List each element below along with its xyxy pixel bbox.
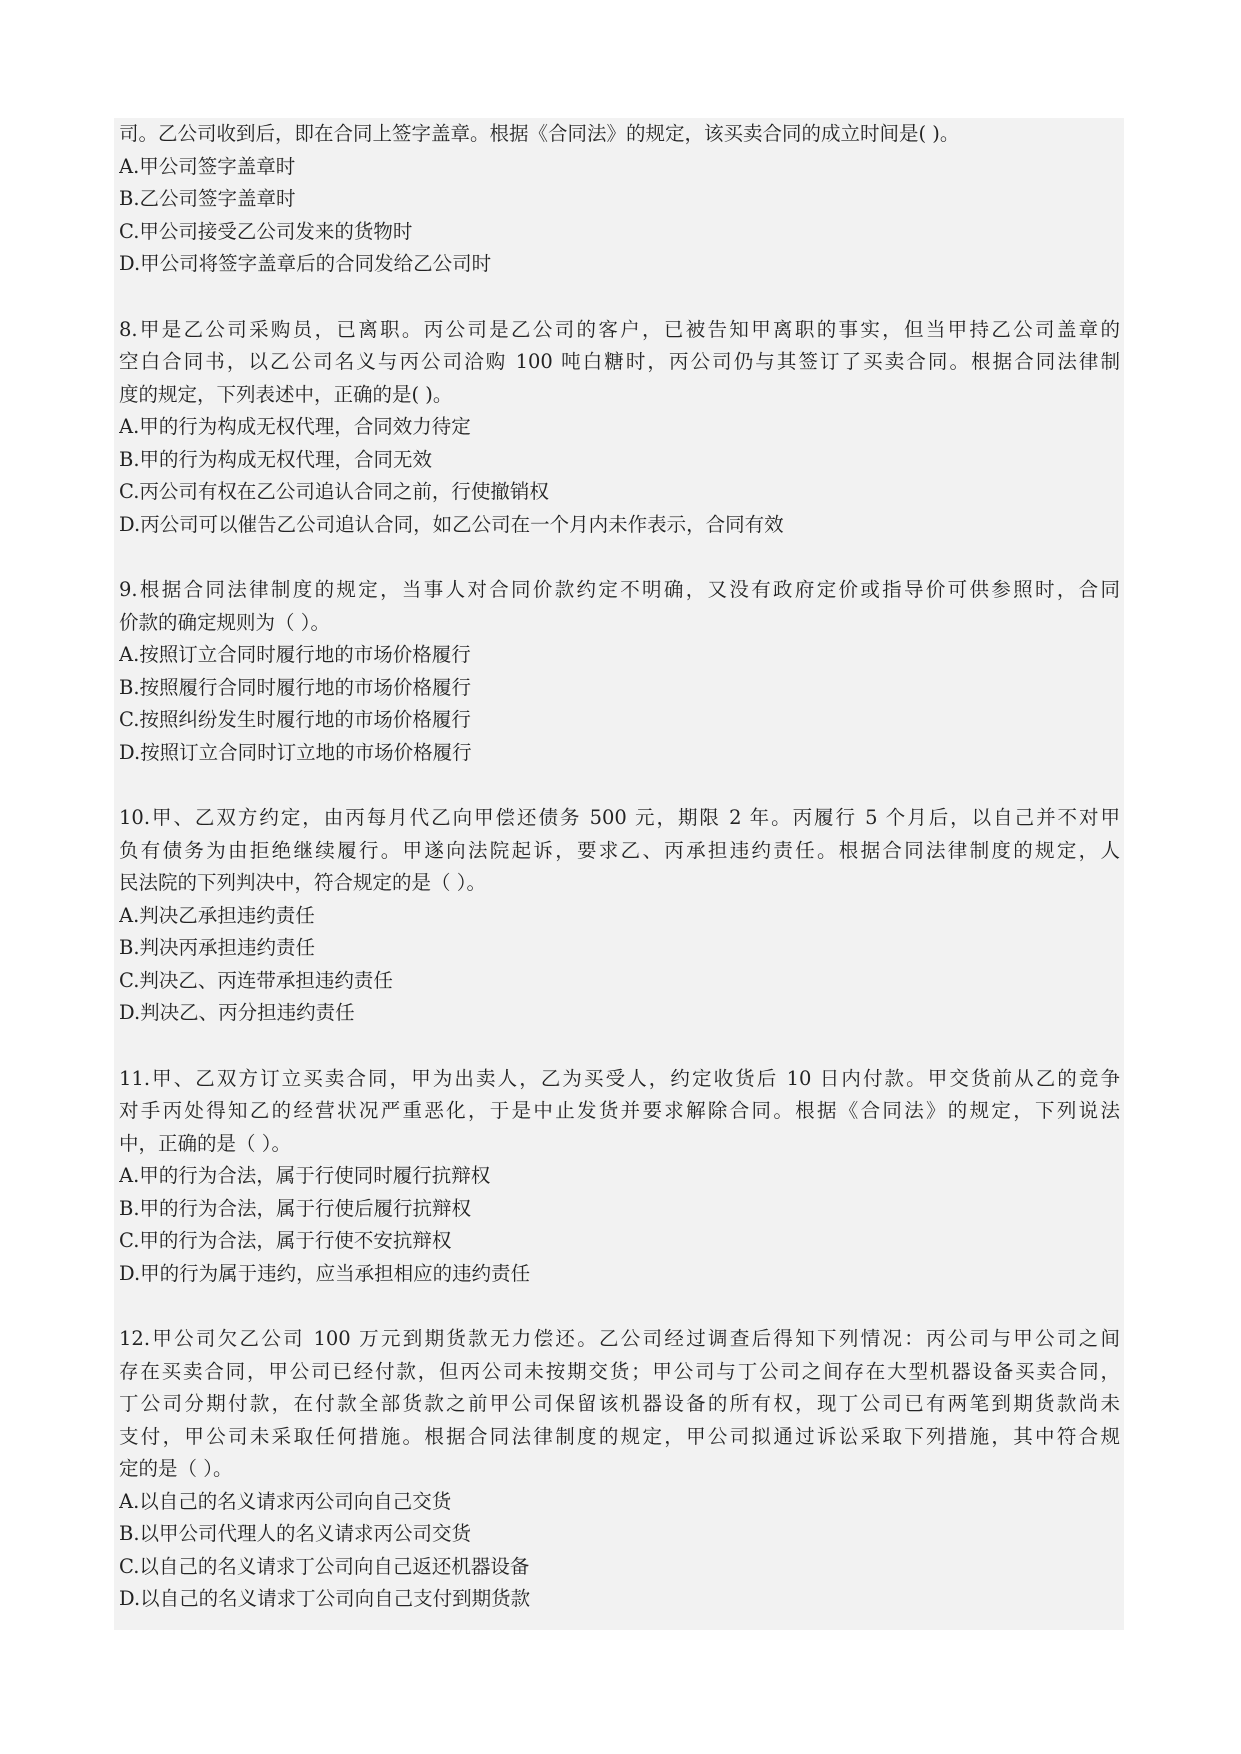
question-stem-line: 民法院的下列判决中，符合规定的是（ ）。 xyxy=(119,871,486,894)
option-c: C.甲公司接受乙公司发来的货物时 xyxy=(119,219,413,243)
option-a: A.判决乙承担违约责任 xyxy=(119,903,315,927)
question-stem-line: 9.根据合同法律制度的规定，当事人对合同价款约定不明确，又没有政府定价或指导价可供参照时，合同 xyxy=(119,578,1120,601)
question-8 xyxy=(119,314,1120,542)
option-b: B.甲的行为构成无权代理，合同无效 xyxy=(119,447,433,471)
option-d: D.丙公司可以催告乙公司追认合同，如乙公司在一个月内未作表示，合同有效 xyxy=(119,512,784,536)
question-stem-line: 10.甲、乙双方约定，由丙每月代乙向甲偿还债务 500 元，期限 2 年。丙履行 5 个月后，以自己并不对甲 xyxy=(119,806,1120,829)
question-12 xyxy=(119,1323,1120,1616)
question-7 xyxy=(119,118,1120,281)
option-d: D.按照订立合同时订立地的市场价格履行 xyxy=(119,740,472,764)
question-stem-line: 存在买卖合同，甲公司已经付款，但丙公司未按期交货；甲公司与丁公司之间存在大型机器设备买卖合同， xyxy=(119,1359,1120,1383)
option-a: A.以自己的名义请求丙公司向自己交货 xyxy=(119,1489,452,1513)
option-a: A.甲的行为构成无权代理，合同效力待定 xyxy=(119,415,471,438)
option-c: C.按照纠纷发生时履行地的市场价格履行 xyxy=(119,708,471,731)
option-b: B.乙公司签字盖章时 xyxy=(119,187,296,210)
question-stem-line: 12.甲公司欠乙公司 100 万元到期货款无力偿还。乙公司经过调查后得知下列情况：丙公司与甲公司之间 xyxy=(119,1327,1120,1350)
question-stem-line: 度的规定，下列表述中，正确的是( )。 xyxy=(119,382,453,406)
document-panel xyxy=(114,118,1124,1630)
question-stem-line: 负有债务为由拒绝继续履行。甲遂向法院起诉，要求乙、丙承担违约责任。根据合同法律制度的规定，人 xyxy=(119,838,1120,862)
question-10 xyxy=(119,802,1120,1030)
question-stem-line: 司。乙公司收到后，即在合同上签字盖章。根据《合同法》的规定，该买卖合同的成立时间是( )。 xyxy=(119,122,960,145)
option-a: A.按照订立合同时履行地的市场价格履行 xyxy=(119,643,471,666)
question-stem-line: 11.甲、乙双方订立买卖合同，甲为出卖人，乙为买受人，约定收货后 10 日内付款。甲交货前从乙的竞争 xyxy=(119,1066,1120,1090)
option-b: B.判决丙承担违约责任 xyxy=(119,936,316,959)
option-c: C.判决乙、丙连带承担违约责任 xyxy=(119,968,393,992)
option-d: D.判决乙、丙分担违约责任 xyxy=(119,1001,355,1024)
question-stem-line: 8.甲是乙公司采购员，已离职。丙公司是乙公司的客户，已被告知甲离职的事实，但当甲持乙公司盖章的 xyxy=(119,317,1120,341)
question-9 xyxy=(119,574,1120,769)
option-c: C.甲的行为合法，属于行使不安抗辩权 xyxy=(119,1229,452,1252)
option-d: D.甲公司将签字盖章后的合同发给乙公司时 xyxy=(119,252,492,275)
question-stem-line: 支付，甲公司未采取任何措施。根据合同法律制度的规定，甲公司拟通过诉讼采取下列措施，其中符合规 xyxy=(119,1424,1120,1448)
question-stem-line: 价款的确定规则为（ ）。 xyxy=(119,610,330,634)
option-a: A.甲的行为合法，属于行使同时履行抗辩权 xyxy=(119,1164,491,1187)
question-stem-line: 定的是（ ）。 xyxy=(119,1457,233,1480)
option-c: C.以自己的名义请求丁公司向自己返还机器设备 xyxy=(119,1554,530,1578)
option-a: A.甲公司签字盖章时 xyxy=(119,154,296,178)
question-stem-line: 中，正确的是（ ）。 xyxy=(119,1131,291,1155)
question-stem-line: 丁公司分期付款，在付款全部货款之前甲公司保留该机器设备的所有权，现丁公司已有两笔到期货款尚未 xyxy=(119,1392,1120,1415)
question-stem-line: 空白合同书，以乙公司名义与丙公司洽购 100 吨白糖时，丙公司仍与其签订了买卖合同。根据合同法律制 xyxy=(119,350,1120,373)
question-stem-line: 对手丙处得知乙的经营状况严重恶化，于是中止发货并要求解除合同。根据《合同法》的规定，下列说法 xyxy=(119,1099,1120,1122)
option-d: D.以自己的名义请求丁公司向自己支付到期货款 xyxy=(119,1587,531,1610)
option-b: B.按照履行合同时履行地的市场价格履行 xyxy=(119,675,472,699)
option-b: B.甲的行为合法，属于行使后履行抗辩权 xyxy=(119,1196,472,1220)
option-b: B.以甲公司代理人的名义请求丙公司交货 xyxy=(119,1522,472,1545)
option-c: C.丙公司有权在乙公司追认合同之前，行使撤销权 xyxy=(119,480,549,503)
question-11 xyxy=(119,1063,1120,1291)
option-d: D.甲的行为属于违约，应当承担相应的违约责任 xyxy=(119,1261,531,1285)
